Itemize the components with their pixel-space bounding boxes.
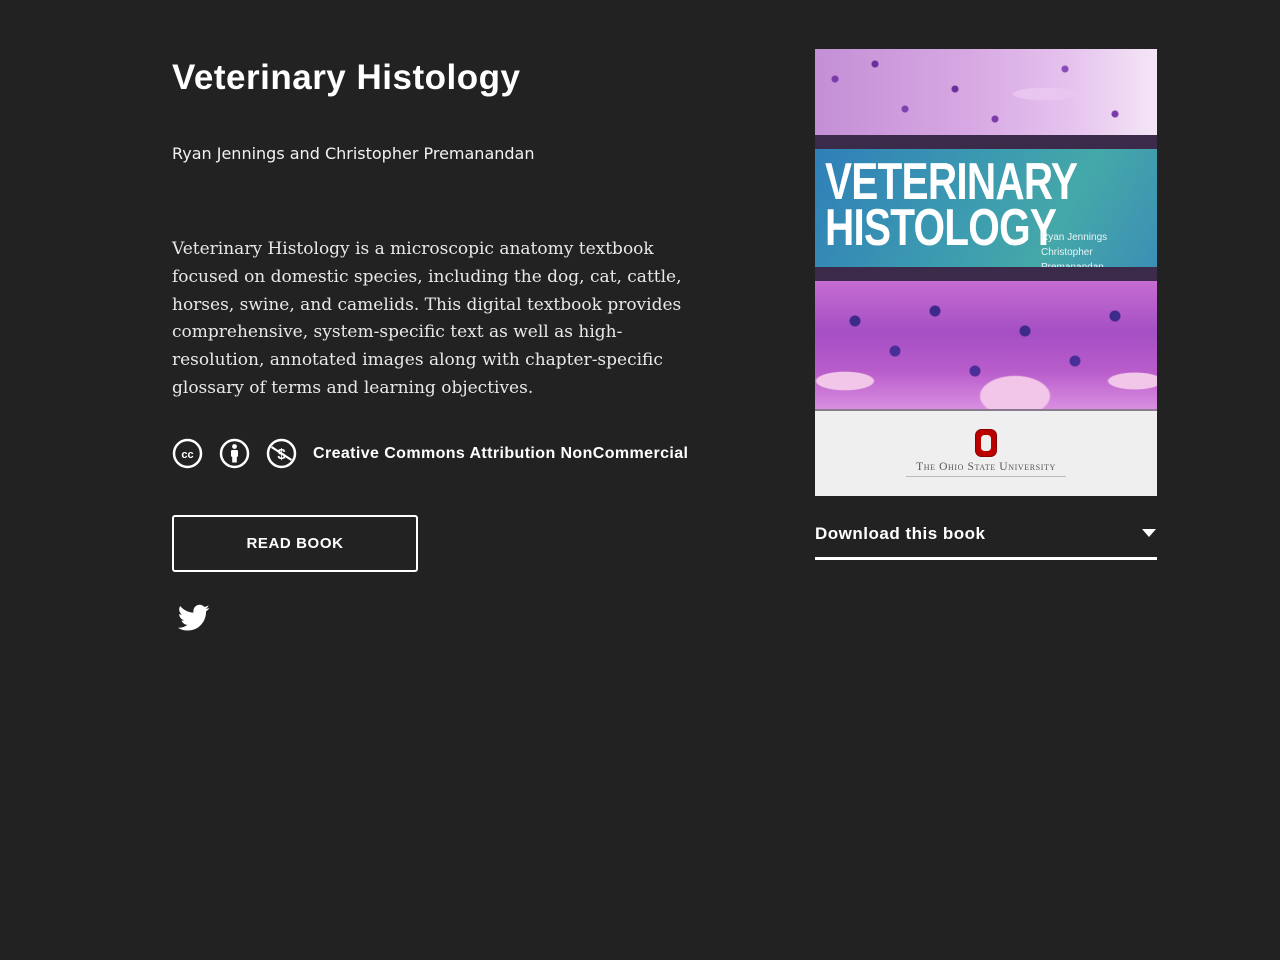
cover-tissue-top bbox=[815, 49, 1157, 135]
twitter-icon[interactable] bbox=[178, 604, 212, 634]
cover-title-line2: HISTOLOGY bbox=[825, 199, 1057, 257]
attribution-icon[interactable] bbox=[219, 438, 250, 469]
license-row bbox=[172, 437, 712, 471]
book-description: Veterinary Histology is a microscopic anatomy textbook focused on domestic species, including the dog, cat, cattle, horses, swine, and camelids. This digital textbook provides comprehensive, system-specific text as well as high-resolution, annotated images along with chapter-specific glossary of terms and learning objectives. bbox=[172, 239, 682, 398]
cover-divider bbox=[815, 135, 1157, 149]
svg-text:$: $ bbox=[277, 446, 286, 464]
cover-title-line1: VETERINARY bbox=[825, 153, 1078, 211]
osu-logo-icon bbox=[975, 429, 997, 457]
cover-author: Ryan Jennings bbox=[1041, 232, 1108, 243]
caret-down-icon bbox=[1142, 528, 1156, 538]
cover-publisher: The Ohio State University bbox=[916, 461, 1056, 473]
cover-divider bbox=[815, 267, 1157, 281]
cover-publisher-underline bbox=[906, 476, 1066, 477]
cc-icon[interactable] bbox=[172, 438, 203, 469]
book-authors: Ryan Jennings and Christopher Premanandan bbox=[172, 144, 535, 163]
license-text[interactable]: Creative Commons Attribution NonCommercial bbox=[313, 444, 689, 462]
download-dropdown[interactable] bbox=[815, 520, 1157, 560]
cover-author: Christopher bbox=[1041, 247, 1093, 258]
book-title: Veterinary Histology bbox=[172, 58, 521, 97]
read-book-button[interactable]: READ BOOK bbox=[172, 515, 418, 572]
book-cover[interactable] bbox=[815, 49, 1157, 496]
noncommercial-icon[interactable] bbox=[266, 438, 297, 469]
download-label: Download this book bbox=[815, 524, 986, 543]
svg-text:cc: cc bbox=[181, 449, 194, 462]
book-info bbox=[172, 56, 712, 634]
cover-tissue-bottom bbox=[815, 281, 1157, 409]
